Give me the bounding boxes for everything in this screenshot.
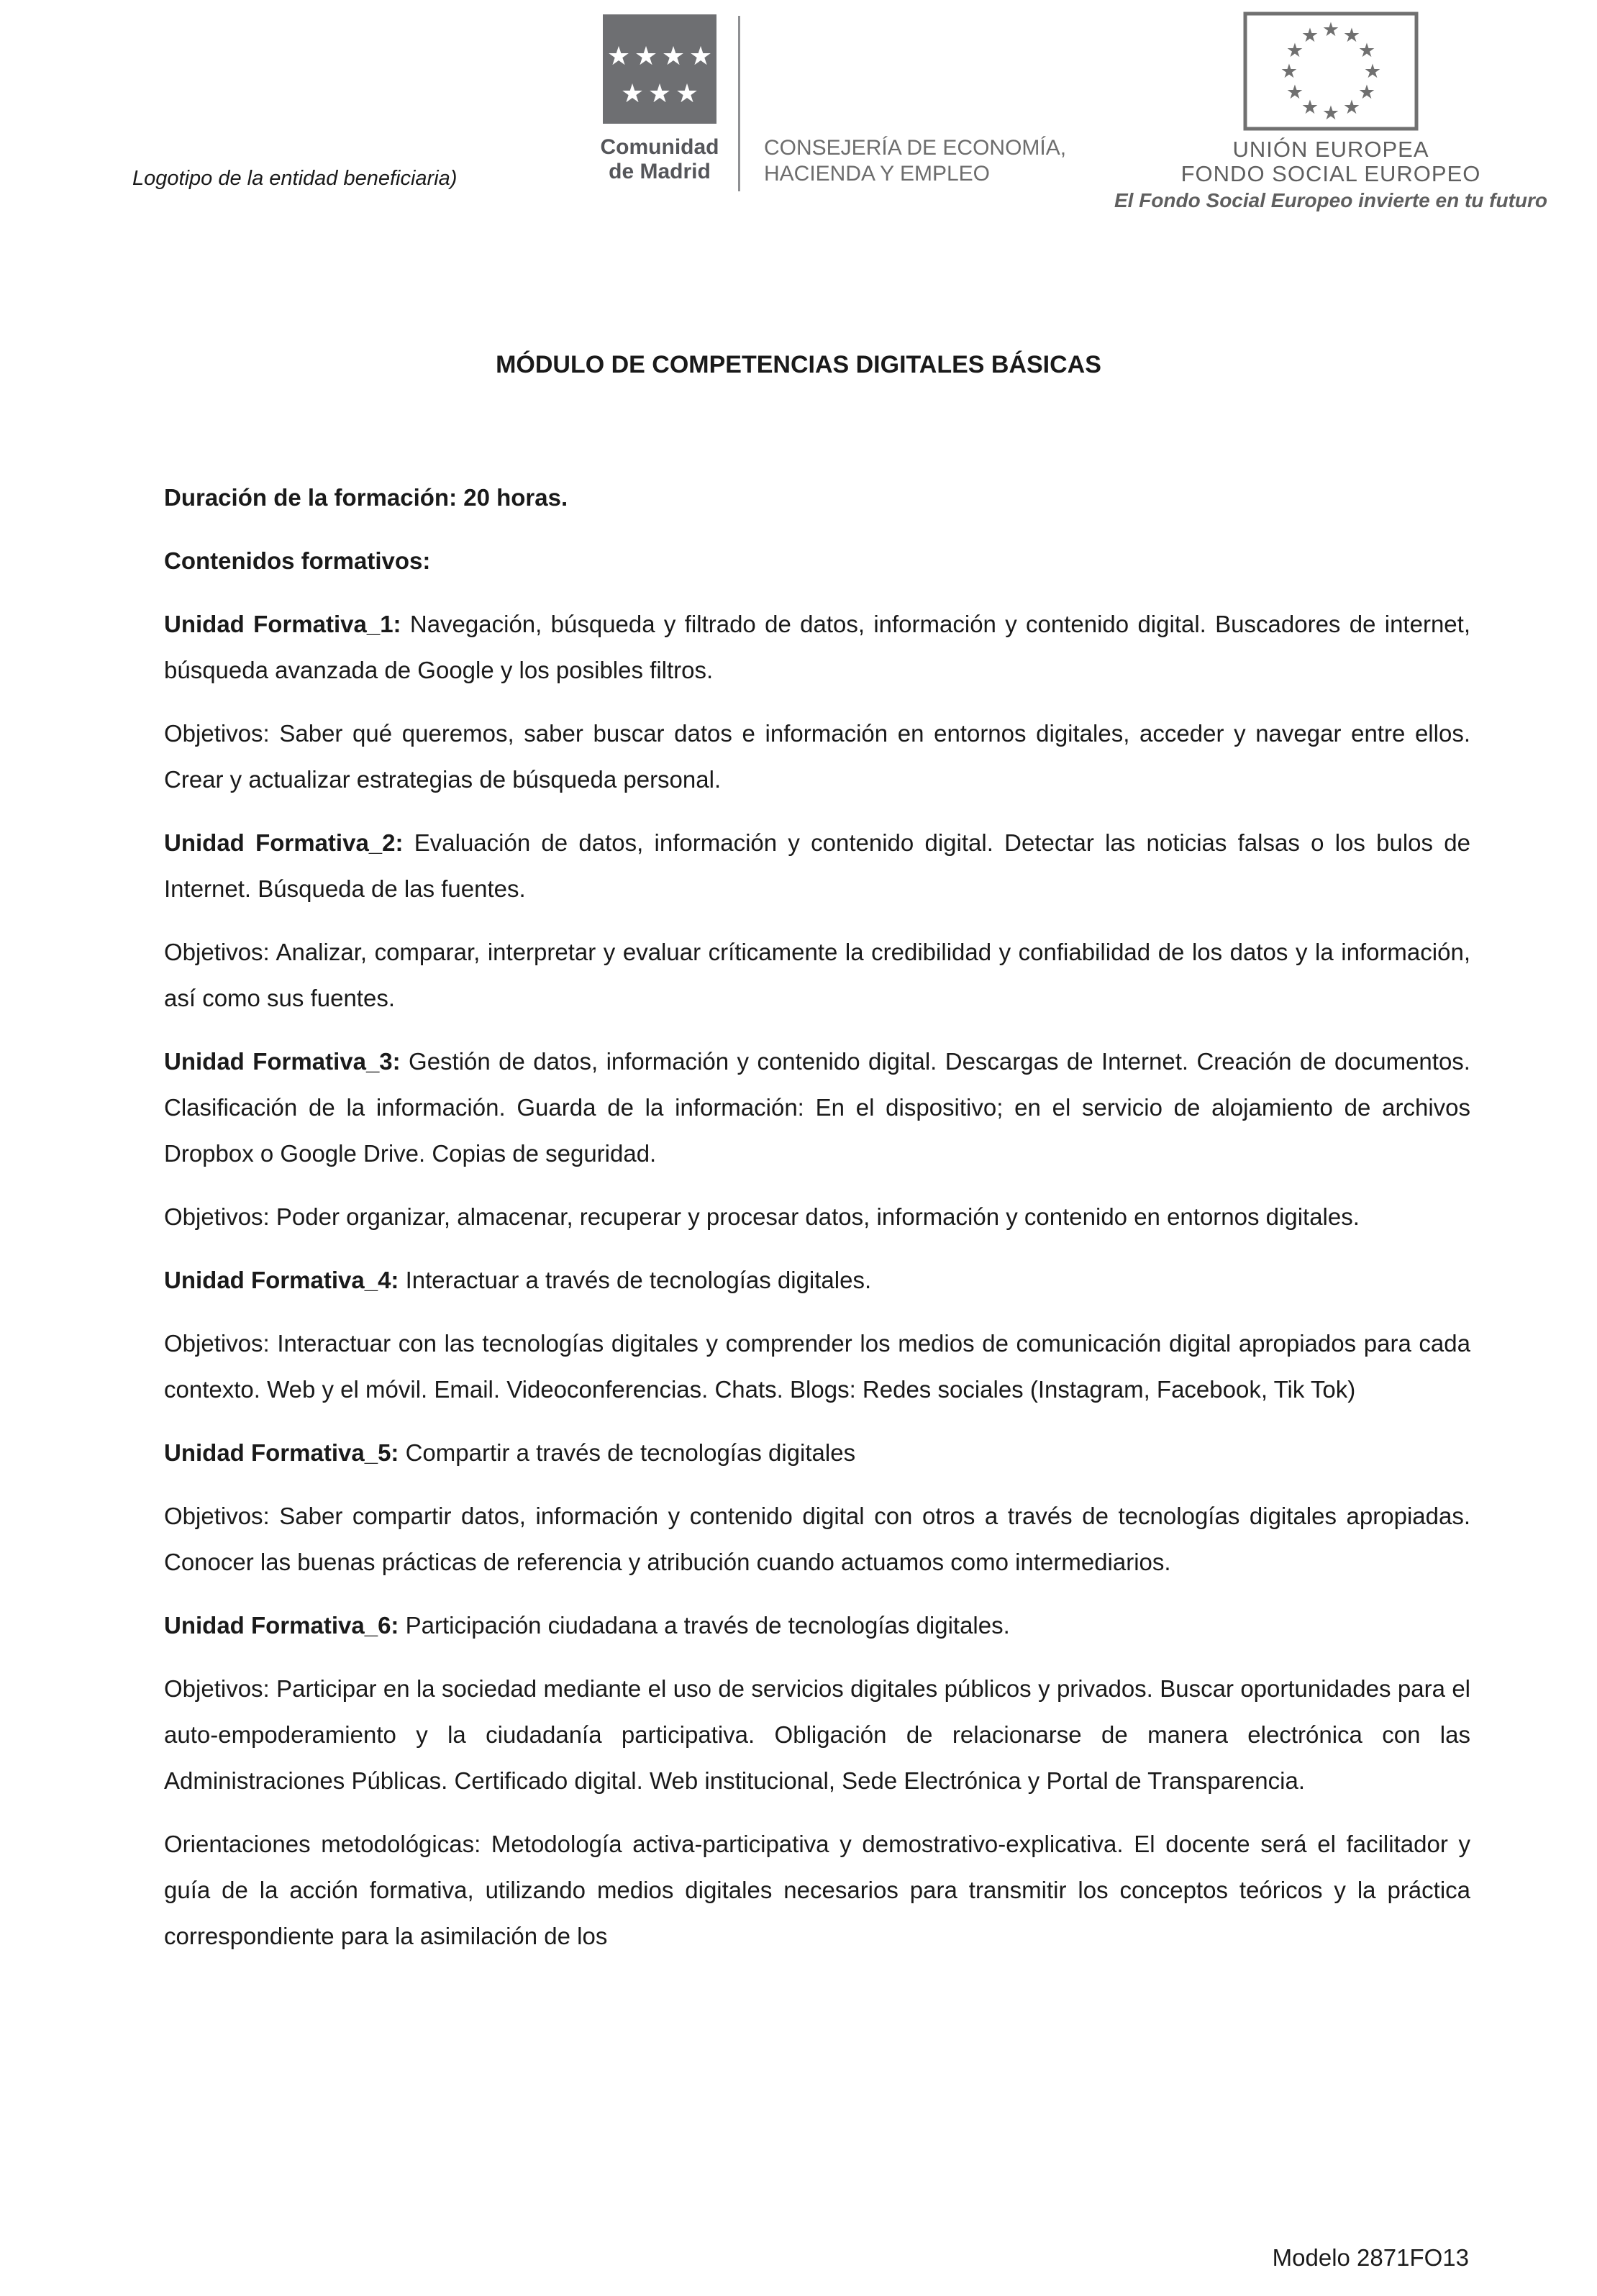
paragraph-lead: Unidad Formativa_2: [164, 829, 404, 856]
paragraph-lead: Unidad Formativa_6: [164, 1612, 399, 1639]
svg-text:★: ★ [620, 78, 645, 108]
eu-union-label: UNIÓN EUROPEA [1232, 137, 1429, 162]
paragraph-text: Objetivos: Saber compartir datos, información y contenido digital con otros a través de tecnologías digitales apropiadas. Conocer las buenas prácticas de referencia y atribución cuando actuamos como intermediarios. [164, 1503, 1470, 1575]
svg-text:★: ★ [1363, 60, 1382, 82]
paragraph-lead: Unidad Formativa_1: [164, 611, 401, 637]
madrid-org-name-line1: Comunidad [600, 135, 719, 159]
eu-tagline: El Fondo Social Europeo invierte en tu futuro [1114, 189, 1548, 211]
svg-text:★: ★ [675, 78, 699, 108]
eu-fund-label: FONDO SOCIAL EUROPEO [1180, 161, 1481, 186]
svg-text:★: ★ [1357, 81, 1376, 103]
paragraph-uf4 [164, 1257, 1470, 1303]
svg-text:★: ★ [1301, 96, 1319, 118]
paragraph-text: Compartir a través de tecnologías digitales [399, 1439, 856, 1466]
paragraph-uf3 [164, 1039, 1470, 1177]
paragraph-lead: Duración de la formación: 20 horas. [164, 484, 568, 511]
paragraph-text: Objetivos: Saber qué queremos, saber buscar datos e información en entornos digitales, acceder y navegar entre ellos. Crear y actualizar estrategias de búsqueda personal. [164, 720, 1470, 793]
svg-text:★: ★ [606, 41, 631, 70]
svg-text:★: ★ [688, 41, 713, 70]
svg-text:★: ★ [634, 41, 658, 70]
paragraph-uf5-objectives [164, 1493, 1470, 1585]
paragraph-uf3-objectives [164, 1194, 1470, 1240]
consejeria-line2: HACIENDA Y EMPLEO [764, 162, 991, 186]
page-header [0, 0, 1597, 230]
paragraph-uf1 [164, 601, 1470, 693]
paragraph-lead: Unidad Formativa_5: [164, 1439, 399, 1466]
paragraph-text: Objetivos: Interactuar con las tecnologías digitales y comprender los medios de comunicación digital apropiados para cada contexto. Web y el móvil. Email. Videoconferencias. Chats. Blogs: Redes sociales (Instagram, Facebook, Tik Tok) [164, 1330, 1470, 1403]
paragraph-contents-heading [164, 538, 1470, 584]
svg-text:★: ★ [1280, 60, 1298, 82]
paragraph-text: Evaluación de datos, información y contenido digital. Detectar las noticias falsas o los bulos de Internet. Búsqueda de las fuentes. [164, 829, 1470, 902]
paragraph-text: Objetivos: Analizar, comparar, interpretar y evaluar críticamente la credibilidad y confiabilidad de los datos y la información, así como sus fuentes. [164, 939, 1470, 1011]
paragraph-uf1-objectives [164, 711, 1470, 803]
consejeria-name [764, 135, 1066, 187]
svg-text:★: ★ [1321, 102, 1340, 124]
document-title: MÓDULO DE COMPETENCIAS DIGITALES BÁSICAS [496, 351, 1101, 378]
svg-text:★: ★ [1286, 40, 1304, 61]
paragraph-uf2-objectives [164, 929, 1470, 1021]
svg-text:★: ★ [1286, 81, 1304, 103]
paragraph-uf6 [164, 1603, 1470, 1649]
paragraph-duration [164, 475, 1470, 521]
paragraph-uf2 [164, 820, 1470, 912]
footer-model-code: Modelo 2871FO13 [1272, 2244, 1469, 2271]
document-body [164, 475, 1470, 1959]
paragraph-text: Orientaciones metodológicas: Metodología activa-participativa y demostrativo-explicativa. El docente será el facilitador y guía de la acción formativa, utilizando medios digitales necesarios para transmitir los conceptos teóricos y la práctica correspondiente para la asimilación de los [164, 1831, 1470, 1949]
paragraph-lead: Unidad Formativa_3: [164, 1048, 401, 1075]
consejeria-line1: CONSEJERÍA DE ECONOMÍA, [764, 136, 1067, 160]
svg-text:★: ★ [1342, 96, 1361, 118]
paragraph-text: Navegación, búsqueda y filtrado de datos, información y contenido digital. Buscadores de internet, búsqueda avanzada de Google y los posibles filtros. [164, 611, 1470, 683]
paragraph-text: Participación ciudadana a través de tecnologías digitales. [399, 1612, 1010, 1639]
madrid-org-name [597, 135, 722, 184]
paragraph-text: Objetivos: Participar en la sociedad mediante el uso de servicios digitales públicos y privados. Buscar oportunidades para el auto-empoderamiento y la ciudadanía participativa. Obligación de relacionarse de manera electrónica con las Administraciones Públicas. Certificado digital. Web institucional, Sede Electrónica y Portal de Transparencia. [164, 1675, 1470, 1794]
eu-logo-block [1093, 12, 1568, 212]
paragraph-methodology [164, 1821, 1470, 1959]
paragraph-uf4-objectives [164, 1321, 1470, 1413]
paragraph-uf6-objectives [164, 1666, 1470, 1804]
svg-text:★: ★ [661, 41, 686, 70]
paragraph-lead: Contenidos formativos: [164, 547, 431, 574]
svg-text:★: ★ [1321, 19, 1340, 40]
paragraph-text: Gestión de datos, información y contenido digital. Descargas de Internet. Creación de documentos. Clasificación de la información. Guarda de la información: En el dispositivo; en el servicio de alojamiento de archivos Dropbox o Google Drive. Copias de seguridad. [164, 1048, 1470, 1167]
paragraph-text: Objetivos: Poder organizar, almacenar, recuperar y procesar datos, información y contenido en entornos digitales. [164, 1203, 1360, 1230]
svg-text:★: ★ [1301, 24, 1319, 46]
svg-text:★: ★ [1357, 40, 1376, 61]
paragraph-text: Interactuar a través de tecnologías digitales. [399, 1267, 872, 1293]
eu-flag-icon [1243, 12, 1419, 131]
paragraph-lead: Unidad Formativa_4: [164, 1267, 399, 1293]
svg-text:★: ★ [647, 78, 672, 108]
paragraph-uf5 [164, 1430, 1470, 1476]
beneficiary-logo-note: Logotipo de la entidad beneficiaria) [132, 167, 458, 190]
header-divider [738, 16, 740, 191]
svg-text:★: ★ [1342, 24, 1361, 46]
madrid-org-name-line2: de Madrid [609, 160, 711, 183]
madrid-flag-icon [603, 14, 716, 124]
